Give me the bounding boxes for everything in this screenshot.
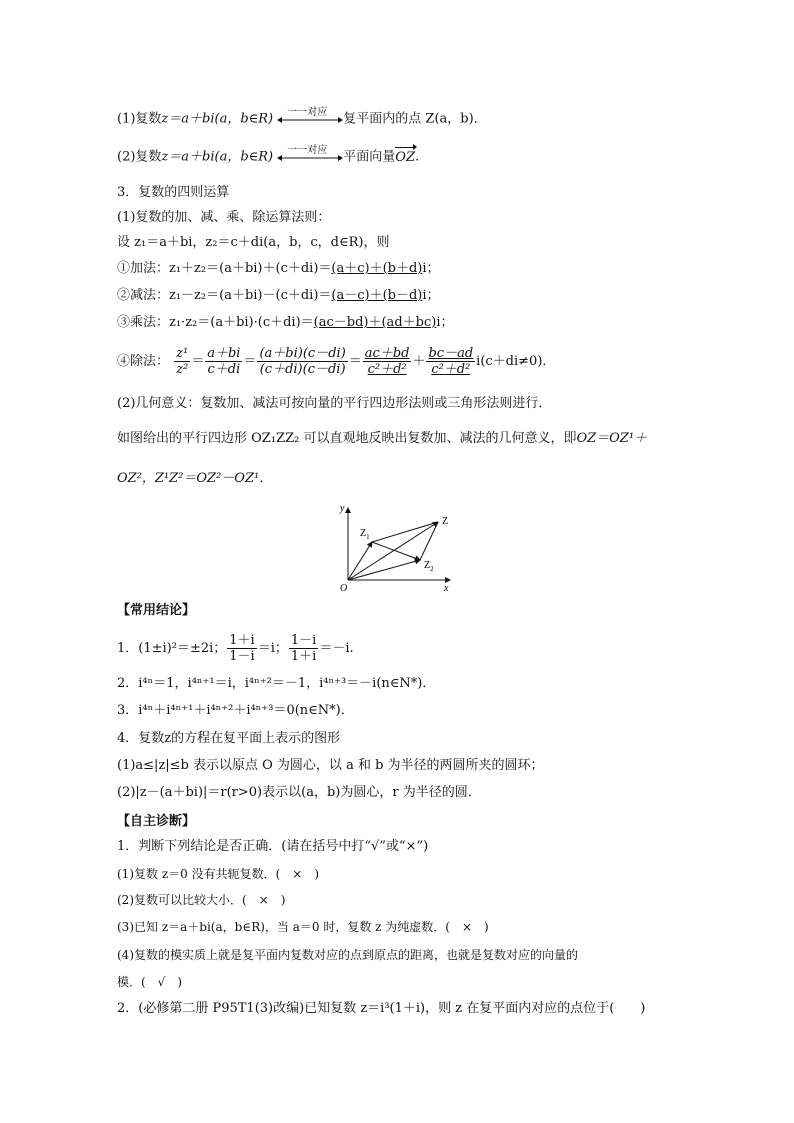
mapping-2-prefix: (2)复数: [117, 149, 162, 165]
one-to-one-arrow: [277, 107, 343, 128]
conclusion-1: 1．(1±i)²＝±2i； $\frac{1+i}{1-i}$ ＝i； $\frac{1-i}{1+i}$ ＝－i.: [117, 633, 354, 664]
question-1-4a: (4)复数的模实质上就是复平面内复数对应的点到原点的距离，也就是复数对应的向量的: [117, 948, 579, 962]
mapping-1-suffix: 复平面内的点 Z(a，b)．: [343, 111, 487, 127]
addition-text: ①加法：z₁＋z₂＝(a＋bi)＋(c＋di)＝: [117, 261, 332, 276]
question-1-4b: 模．( √ ): [117, 975, 183, 989]
mapping-2-expr: z＝a＋bi(a，b∈R): [161, 149, 274, 165]
multiplication-text: ③乘法：z₁·z₂＝(a＋bi)·(c＋di)＝: [117, 315, 314, 330]
vector-z1z2: [372, 542, 420, 560]
conclusion-4: 4．复数z的方程在复平面上表示的图形: [117, 731, 341, 746]
subtraction-line: [117, 287, 440, 305]
addition-line: [117, 260, 440, 278]
subtraction-text: ②减法：z₁－z₂＝(a＋bi)－(c＋di)＝: [117, 288, 332, 303]
double-arrow-icon: [277, 117, 343, 123]
parallelogram-figure: [338, 502, 458, 594]
fraction-c1-1: $\frac{1+i}{1-i}$: [229, 633, 255, 664]
addition-answer: (a＋c)＋(b＋d): [331, 261, 423, 276]
conclusions-title: 【常用结论】: [117, 603, 196, 618]
division-label: ④除法：: [117, 354, 170, 369]
conclusion-3: 3．i⁴ⁿ＋i⁴ⁿ⁺¹＋i⁴ⁿ⁺²＋i⁴ⁿ⁺³＝0(n∈N*)．: [117, 703, 354, 718]
multiplication-line: [117, 314, 453, 332]
question-1-2: (2)复数可以比较大小．( × ): [117, 893, 286, 907]
arrow-label-2: 一一对应: [287, 145, 328, 156]
z1-label: $Z_1$: [360, 528, 370, 541]
double-arrow-icon: [277, 155, 343, 161]
x-label: x: [444, 583, 449, 594]
vector-oz: OZ: [395, 149, 415, 165]
origin-label: O: [340, 583, 348, 594]
fraction-2: $\frac{a+bi}{c+di}$: [207, 346, 241, 377]
subtraction-tail: i；: [422, 288, 440, 303]
parallelogram-para-1: 如图给出的平行四边形 OZ₁ZZ₂ 可以直观地反映出复数加、减法的几何意义，即OZ＝OZ¹＋: [117, 431, 648, 446]
question-1-3: (3)已知 z＝a＋bi(a，b∈R)，当 a＝0 时，复数 z 为纯虚数．( × ): [117, 920, 489, 934]
question-1: 1．判断下列结论是否正确．(请在括号中打“√”或“×”): [117, 839, 429, 854]
vector-equation-1: OZ＝OZ¹＋: [576, 431, 648, 446]
y-label: y: [340, 503, 345, 514]
division-tail: i(c＋di≠0)．: [476, 354, 556, 369]
z-label: Z: [442, 516, 449, 527]
question-1-1: (1)复数 z＝0 没有共轭复数．( × ): [117, 867, 320, 881]
mapping-1-prefix: (1)复数: [117, 111, 162, 127]
conclusion-4-2: (2)|z－(a＋bi)|＝r(r>0)表示以(a，b)为圆心，r 为半径的圆．: [117, 785, 481, 800]
fraction-5: $\frac{bc-ad}{\text{c²＋d²}}$: [428, 346, 474, 377]
arrow-label: 一一对应: [287, 107, 328, 118]
conclusion-4-1: (1)a≤|z|≤b 表示以原点 O 为圆心，以 a 和 b 为半径的两圆所夹的圆环；: [117, 758, 544, 773]
geometric-meaning: (2)几何意义：复数加、减法可按向量的平行四边形法则或三角形法则进行．: [117, 396, 552, 411]
edge-z1-z: [372, 522, 438, 542]
one-to-one-arrow-2: [277, 145, 343, 166]
addition-tail: i；: [422, 261, 440, 276]
mapping-1-expr: z＝a＋bi(a，b∈R): [161, 111, 274, 127]
multiplication-tail: i；: [436, 315, 454, 330]
fraction-z1-z2: $\frac{\text{z¹}}{\text{z²}}$: [176, 346, 189, 377]
section3-title: 3．复数的四则运算: [117, 185, 230, 200]
section3-sub1: (1)复数的加、减、乘、除运算法则：: [117, 210, 331, 225]
mapping-2-suffix: 平面向量: [343, 149, 396, 165]
vector-equation-2: OZ²，Z¹Z²＝OZ²－OZ¹．: [117, 471, 273, 486]
division-line: ④除法： $\frac{\text{z¹}}{\text{z²}}$ ＝ $\frac{a+bi}{c+di}$ ＝ $\frac{(a+bi)(c-di)}{(c+di)(c-di)}$ ＝ $\frac{ac+bd}{\text{c²＋d²}}$ ＋ $\frac{bc-ad}{\text{c²＋d²}}$ i(c＋di≠0)．: [117, 346, 556, 377]
fraction-3: $\frac{(a+bi)(c-di)}{(c+di)(c-di)}$: [259, 346, 346, 377]
z2-label: $Z_2$: [424, 560, 434, 573]
fraction-4: $\frac{ac+bd}{\text{c²＋d²}}$: [364, 346, 410, 377]
assume-line: 设 z₁＝a＋bi，z₂＝c＋di(a，b，c，d∈R)，则: [117, 235, 390, 250]
subtraction-answer: (a－c)＋(b－d): [331, 288, 423, 303]
diagnosis-title: 【自主诊断】: [117, 814, 196, 829]
conclusion-2: 2．i⁴ⁿ＝1，i⁴ⁿ⁺¹＝i，i⁴ⁿ⁺²＝－1，i⁴ⁿ⁺³＝－i(n∈N*)．: [117, 676, 436, 691]
question-2: 2．(必修第二册 P95T1(3)改编)已知复数 z＝i³(1＋i)，则 z 在复平面内对应的点位于( ): [117, 1001, 646, 1016]
mapping-line-1: [117, 107, 487, 129]
parallelogram-para-2: [117, 470, 272, 488]
mapping-line-2: (2)复数z＝a＋bi(a，b∈R) 一一对应 平面向量OZ.: [117, 148, 419, 167]
multiplication-answer: (ac－bd)＋(ad＋bc): [313, 315, 437, 330]
fraction-c1-2: $\frac{1-i}{1+i}$: [290, 633, 317, 664]
